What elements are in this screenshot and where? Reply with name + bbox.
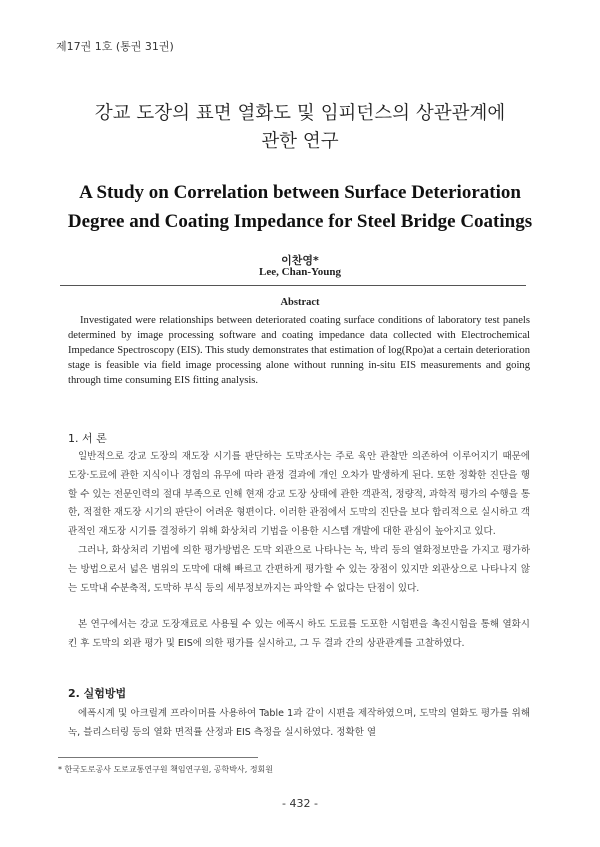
section1-paragraph-1: 일반적으로 강교 도장의 재도장 시기를 판단하는 도막조사는 주로 육안 관찰만 의존하여 이루어지기 때문에 도장·도료에 관한 지식이나 경험의 유무에 따라 관정 결과에 개인 오차가 발생하게 된다. 또한 정확한 진단을 행할 수 있는 전문인력의 절대 부족으로 인해 현재 강교 도장 상태에 관한 객관적, 정량적, 과학적 평가의 수행을 통한, 적절한 재도장 시기의 판단이 어려운 형편이다. 이러한 관점에서 도막의 진단을 보다 합리적으로 실시하고 객관적인 재도장 시기를 결정하기 위해 화상처리 기법을 이용한 시스템 개발에 대한 관심이 높아지고 있다.	[68, 451, 530, 538]
section2-paragraph: 에폭시계 및 아크릴계 프라이머를 사용하여 Table 1과 같이 시편을 제작하였으며, 도막의 열화도 평가를 위해 녹, 블리스터링 등의 열화 면적률 산정과 EIS 측정을 실시하였다. 정확한 열	[68, 708, 530, 738]
section1-heading: 1. 서 론	[68, 432, 107, 445]
section1-paragraph-3: 본 연구에서는 강교 도장재료로 사용될 수 있는 에폭시 하도 도료를 도포한 시험편을 촉진시험을 통해 열화시킨 후 도막의 외관 평가 및 EIS에 의한 평가를 실시하고, 그 두 결과 간의 상관관계를 고찰하였다.	[68, 619, 530, 649]
title-english-line2: Degree and Coating Impedance for Steel Bridge Coatings	[67, 211, 533, 232]
page-number: - 432 -	[282, 797, 318, 810]
title-english-line1: A Study on Correlation between Surface Deterioration	[79, 182, 521, 203]
title-korean-line1: 강교 도장의 표면 열화도 및 임피던스의 상관관계에	[94, 103, 506, 124]
section2-heading: 2. 실험방법	[68, 687, 127, 700]
author-english: Lee, Chan-Young	[259, 266, 341, 278]
section1-paragraph-2: 그러나, 화상처리 기법에 의한 평가방법은 도막 외관으로 나타나는 녹, 박리 등의 열화정보만을 가지고 평가하는 방법으로서 넓은 범위의 도막에 대해 빠르고 간편하게 평가할 수 있는 장점이 있지만 외관상으로 나타나지 않는 도막내 수분축적, 도막하 부식 등의 세부정보까지는 파악할 수 없다는 단점이 있다.	[68, 545, 530, 594]
author-korean: 이찬영*	[281, 254, 319, 267]
header-divider	[60, 285, 526, 286]
abstract-text: Investigated were relationships between deteriorated coating surface conditions of laboratory test panels determined by image processing software and coating impedance data collected with Electrochemical Impedance Spectroscopy (EIS). This study demonstrates that estimation of log(Rpo)at a certain deterioration stage is feasible via field image processing alone without running in-situ EIS measurements and going through time consuming EIS fitting analysis.	[68, 315, 530, 386]
journal-header: 제17권 1호 (통권 31권)	[56, 40, 174, 53]
title-english	[40, 178, 560, 236]
title-korean-line2: 관한 연구	[261, 131, 339, 152]
author-affiliation-footnote: * 한국도로공사 도로교통연구원 책임연구원, 공학박사, 정회원	[58, 765, 273, 774]
title-korean	[40, 100, 560, 156]
abstract-heading: Abstract	[280, 297, 320, 308]
footnote-divider	[58, 757, 258, 758]
